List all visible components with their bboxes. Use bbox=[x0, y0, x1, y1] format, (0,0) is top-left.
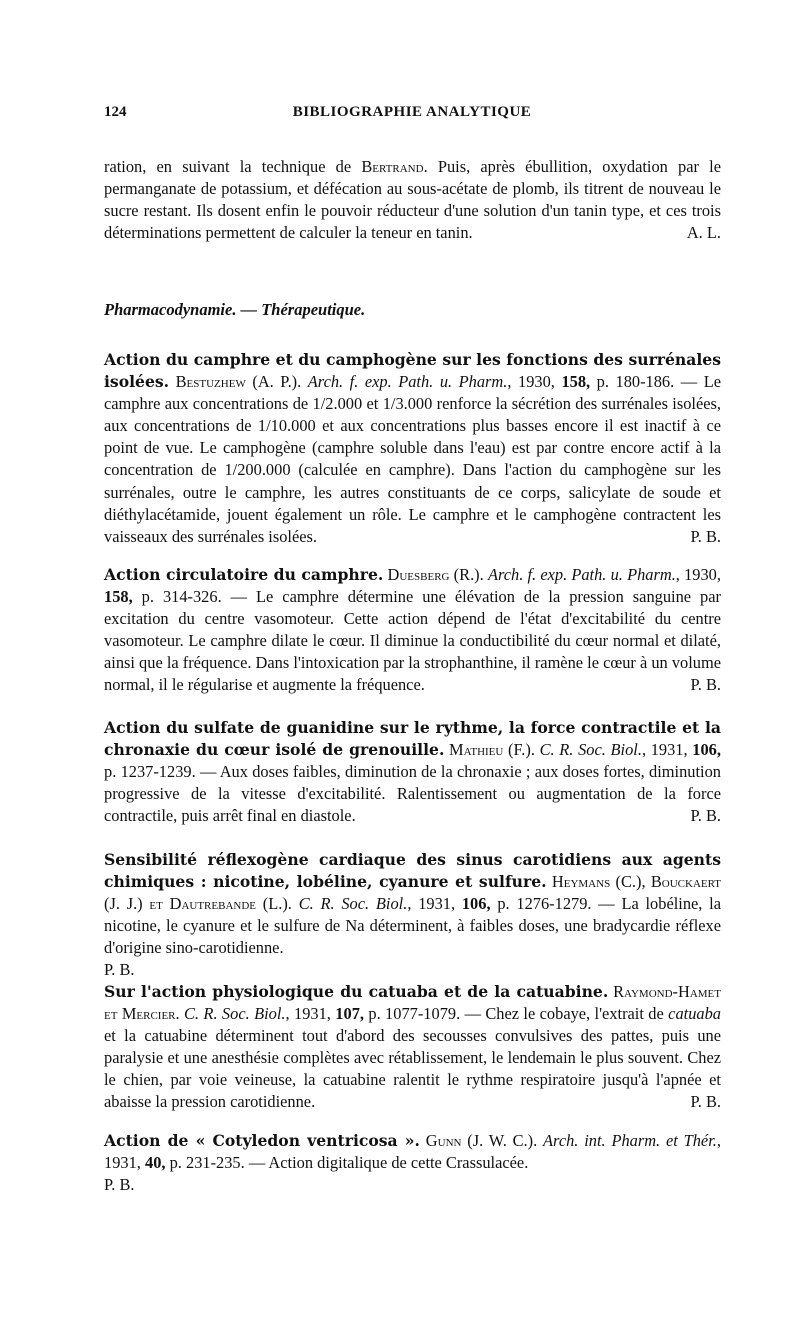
journal-name: Arch. f. exp. Path. u. Pharm. bbox=[307, 372, 508, 392]
abstract-body: — Action digitalique de cette Crassulacée. bbox=[244, 1153, 529, 1173]
article-authors: Bestuzhew (A. P.). bbox=[175, 372, 302, 392]
section-heading-block bbox=[104, 299, 721, 321]
pages: p. 180-186. bbox=[596, 372, 675, 392]
running-title: BIBLIOGRAPHIE ANALYTIQUE bbox=[292, 104, 532, 120]
abstract-body: — Le camphre détermine une élévation de la pression sanguine par excitation du centre vasomoteur. Cette action dépend de l'état d'excitabilité du centre vasomoteur. Le camphre dilate le cœur. Il diminue la conductibilité du cœur normal et dilaté, ainsi que la fréquence. Dans l'intoxication par la strophanthine, il ramène le cœur à un volume normal, il le régularise et augmente la fréquence. bbox=[104, 587, 721, 695]
abstract-body: et la catuabine déterminent tout d'abord des secousses convulsives des pattes, puis une paralysie et une anesthésie complètes avec rétablissement, le lendemain le plus souvent. Chez le chien, par voie veineuse, la catuabine ralentit le rythme respiratoire jusqu'à l'apnée et abaisse la pression carotidienne. bbox=[104, 1026, 721, 1112]
signature: P. B. bbox=[690, 806, 721, 826]
year: 1931, bbox=[104, 1153, 141, 1173]
section-heading: Pharmacodynamie. — Thérapeutique. bbox=[104, 300, 366, 319]
article-authors: Gunn (J. W. C.). bbox=[425, 1131, 538, 1150]
author-name: Bertrand bbox=[361, 157, 424, 176]
signature: P. B. bbox=[690, 526, 721, 546]
signature: P. B. bbox=[690, 1092, 721, 1112]
article-title: Action de « Cotyledon ventricosa ». bbox=[104, 1131, 420, 1150]
signature: A. L. bbox=[686, 223, 721, 243]
year: 1930, bbox=[518, 372, 555, 392]
abstract-2: Action circulatoire du camphre. Duesberg (R.). Arch. f. exp. Path. u. Pharm., 1930, 158, p. 314-326. — Le camphre détermine une élévation de la pression sanguine par excitation du centre vasomoteur. Cette action dépend de l'état d'excitabilité du centre vasomoteur. Le camphre dilate le cœur. Il diminue la conductibilité du cœur normal et dilaté, ainsi que la fréquence. Dans l'intoxication par la strophanthine, il ramène le cœur à un volume normal, il le régularise et augmente la fréquence. P. B. bbox=[104, 564, 721, 697]
year: 1930, bbox=[684, 565, 721, 584]
abstract-body: — Le camphre aux concentrations de 1/2.000 et 1/3.000 renforce la sécrétion des surrénales isolées, aux concentrations de 1/10.000 et aux concentrations plus basses encore il est inactif à ce point de vue. Le camphogène (camphre soluble dans l'eau) est par contre encore actif à la concentration de 1/200.000 (calculée en camphre). Dans l'action du camphogène sur les surrénales, outre le camphre, les autres constituants de ce corps, salicylate de soude et diéthylacétamide, jouent également un rôle. Le camphre et le camphogène contractent les vaisseaux des surrénales isolées. bbox=[104, 372, 721, 546]
abstract-body: — Aux doses faibles, diminution de la chronaxie ; aux doses fortes, diminution progressive de la vitesse d'excitabilité. Ralentissement ou augmentation de la force contractile, puis arrêt final en diastole. bbox=[104, 762, 721, 826]
volume: 158, bbox=[561, 372, 591, 392]
signature: P. B. bbox=[104, 1175, 135, 1195]
volume: 40, bbox=[145, 1153, 166, 1173]
journal-name: C. R. Soc. Biol. bbox=[539, 740, 642, 760]
article-authors: Mathieu (F.). bbox=[449, 740, 535, 760]
page-header bbox=[104, 104, 720, 126]
pages: p. 231-235. bbox=[169, 1153, 245, 1173]
abstract-body: — La lobéline, la nicotine, le cyanure et le sulfure de Na déterminent, à faibles doses, une bradycardie réflexe d'origine sino-carotidienne. bbox=[104, 894, 721, 958]
abstract-3: Action du sulfate de guanidine sur le rythme, la force contractile et la chronaxie du cœur isolé de grenouille. Mathieu (F.). C. R. Soc. Biol., 1931, 106, p. 1237-1239. — Aux doses faibles, diminution de la chronaxie ; aux doses fortes, diminution progressive de la vitesse d'excitabilité. Ralentissement ou augmentation de la force contractile, puis arrêt final en diastole. P. B. bbox=[104, 717, 721, 827]
article-title: Action du sulfate de guanidine sur le rythme, la force contractile et la chronaxie du cœur isolé de grenouille. bbox=[104, 718, 721, 760]
abstract-5: Sur l'action physiologique du catuaba et de la catuabine. Raymond-Hamet et Mercier. C. R. Soc. Biol., 1931, 107, p. 1077-1079. — Chez le cobaye, l'extrait de catuaba et la catuabine déterminent tout d'abord des secousses convulsives des pattes, puis une paralysie et une anesthésie complètes avec rétablissement, le lendemain le plus souvent. Chez le chien, par voie veineuse, la catuabine ralentit le rythme respiratoire jusqu'à l'apnée et abaisse la pression carotidienne. P. B. bbox=[104, 981, 721, 1114]
page-number: 124 bbox=[104, 104, 127, 120]
volume: 158, bbox=[104, 587, 133, 607]
journal-name: C. R. Soc. Biol. bbox=[298, 894, 408, 914]
year: 1931, bbox=[294, 1004, 331, 1024]
pages: p. 314-326. bbox=[141, 587, 222, 607]
pages: p. 1237-1239. bbox=[104, 762, 196, 782]
pages: p. 1276-1279. bbox=[497, 894, 592, 914]
abstract-1: Action du camphre et du camphogène sur les fonctions des surrénales isolées. Bestuzhew (A. P.). Arch. f. exp. Path. u. Pharm., 1930, 158, p. 180-186. — Le camphre aux concentrations de 1/2.000 et 1/3.000 renforce la sécrétion des surrénales isolées, aux concentrations de 1/10.000 et aux concentrations plus basses encore il est inactif à ce point de vue. Le camphogène (camphre soluble dans l'eau) est par contre encore actif à la concentration de 1/200.000 (calculée en camphre). Dans l'action du camphogène sur les surrénales, outre le camphre, les autres constituants de ce corps, salicylate de soude et diéthylacétamide, jouent également un rôle. Le camphre et le camphogène contractent les vaisseaux des surrénales isolées. P. B. bbox=[104, 349, 721, 548]
journal-name: C. R. Soc. Biol. bbox=[184, 1004, 286, 1024]
abstract-body: — Chez le cobaye, l'extrait de bbox=[460, 1004, 669, 1024]
article-authors: Raymond-Hamet et Mercier. bbox=[104, 982, 721, 1024]
article-title: Action du camphre et du camphogène sur les fonctions des surrénales isolées. bbox=[104, 350, 721, 392]
journal-name: Arch. int. Pharm. et Thér. bbox=[543, 1131, 717, 1150]
article-title: Action circulatoire du camphre. bbox=[104, 565, 384, 584]
abstract-4: Sensibilité réflexogène cardiaque des sinus carotidiens aux agents chimiques : nicotine, lobéline, cyanure et sulfure. Heymans (C.), Bouckaert (J. J.) et Dautrebande (L.). C. R. Soc. Biol., 1931, 106, p. 1276-1279. — La lobéline, la nicotine, le cyanure et le sulfure de Na déterminent, à faibles doses, une bradycardie réflexe d'origine sino-carotidienne. P. B. bbox=[104, 849, 721, 982]
plant-name: catuaba bbox=[668, 1004, 721, 1024]
abstract-6: Action de « Cotyledon ventricosa ». Gunn (J. W. C.). Arch. int. Pharm. et Thér., 1931, 40, p. 231-235. — Action digitalique de cette Crassulacée. P. B. bbox=[104, 1130, 721, 1196]
volume: 106, bbox=[692, 740, 721, 760]
journal-name: Arch. f. exp. Path. u. Pharm. bbox=[487, 565, 676, 584]
volume: 106, bbox=[461, 894, 491, 914]
volume: 107, bbox=[335, 1004, 364, 1024]
article-title: Sensibilité réflexogène cardiaque des sinus carotidiens aux agents chimiques : nicotine, lobéline, cyanure et sulfure. bbox=[104, 850, 721, 892]
year: 1931, bbox=[418, 894, 456, 914]
pages: p. 1077-1079. bbox=[368, 1004, 461, 1024]
article-title: Sur l'action physiologique du catuaba et de la catuabine. bbox=[104, 982, 609, 1001]
intro-paragraph: ration, en suivant la technique de Bertrand. Puis, après ébullition, oxydation par le permanganate de potassium, et défécation au sous-acétate de plomb, ils titrent de nouveau le sucre restant. Ils dosent enfin le pouvoir réducteur d'une solution d'un tanin type, et ces trois déterminations permettent de calculer la teneur en tanin. A. L. bbox=[104, 156, 721, 244]
article-authors: Heymans (C.), Bouckaert (J. J.) et Dautrebande (L.). bbox=[104, 872, 722, 914]
article-authors: Duesberg (R.). bbox=[387, 565, 484, 584]
signature: P. B. bbox=[690, 675, 721, 695]
signature: P. B. bbox=[104, 960, 135, 980]
year: 1931, bbox=[650, 740, 688, 760]
